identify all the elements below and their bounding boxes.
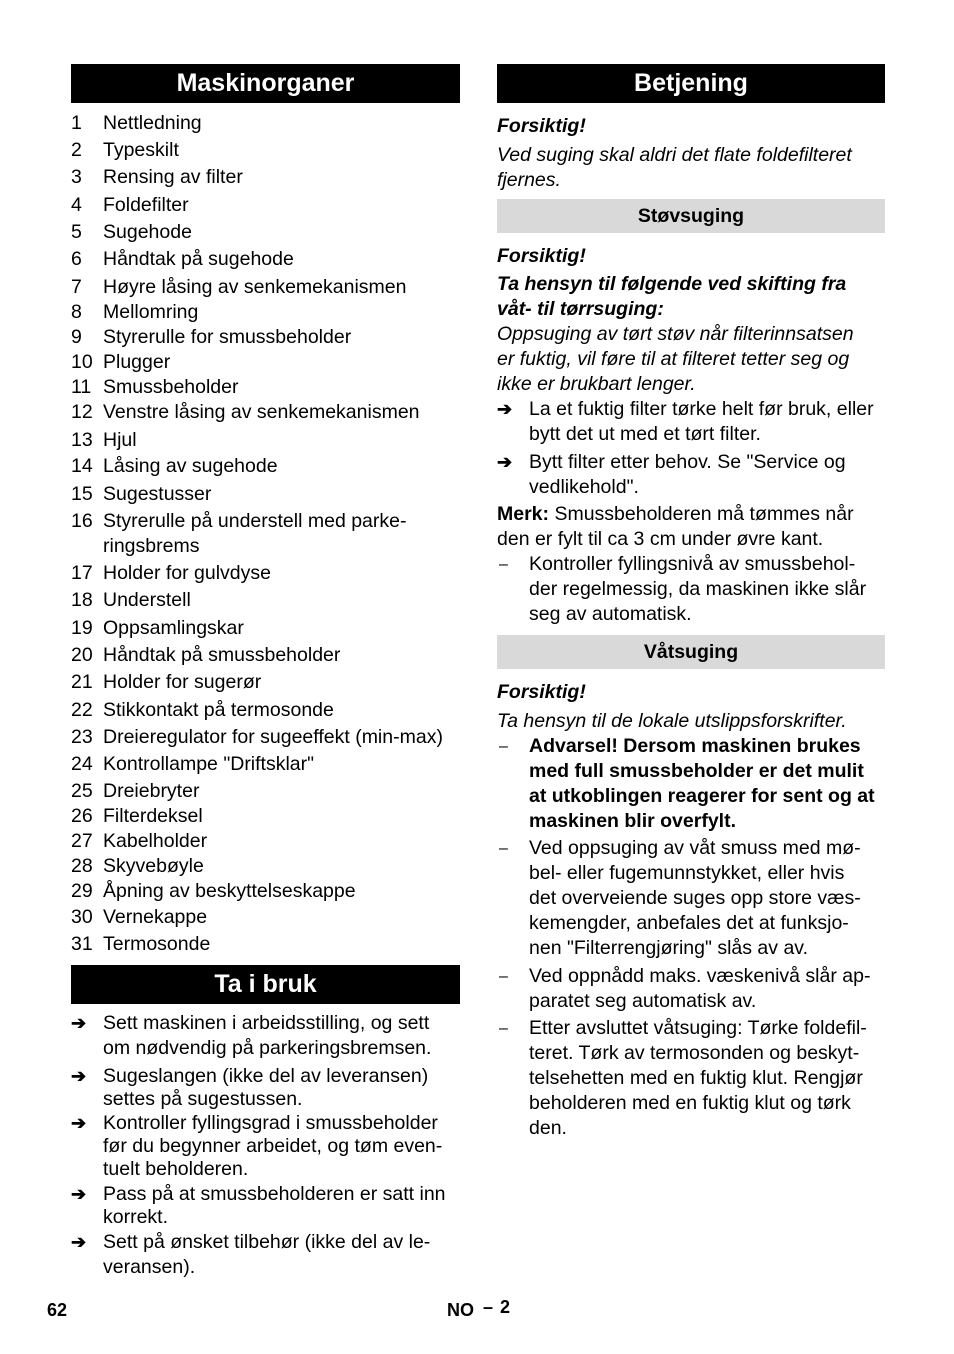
list-item-label: Oppsamlingskar — [103, 617, 244, 639]
dash-item-line: nen "Filterrengjøring" slås av av. — [529, 937, 809, 959]
caution-bold-line: Ta hensyn til følgende ved skifting fra — [497, 273, 847, 295]
subheading-vatsuging: Våtsuging — [497, 635, 885, 669]
list-item-label: Skyvebøyle — [103, 855, 204, 877]
footer-lang: NO — [447, 1300, 474, 1320]
note-label: Merk: — [497, 503, 550, 525]
list-item-number: 10 — [71, 351, 93, 373]
list-item-label: Typeskilt — [103, 139, 179, 161]
arrow-right-icon: ➔ — [497, 399, 513, 419]
list-item-label: Rensing av filter — [103, 166, 243, 188]
list-item-label: Mellomring — [103, 301, 199, 323]
list-item-label: Filterdeksel — [103, 805, 203, 827]
list-item-number: 21 — [71, 671, 93, 693]
en-dash-bullet: – — [499, 556, 508, 573]
list-item-label: Smussbeholder — [103, 376, 239, 398]
dash-item-line: kemengder, anbefales det at funksjo- — [529, 912, 849, 934]
list-item-number: 11 — [71, 376, 92, 398]
list-item-label: Termosonde — [103, 933, 211, 955]
list-item-number: 29 — [71, 880, 93, 902]
en-dash-bullet: – — [499, 840, 508, 857]
step-line: Sugeslangen (ikke del av leveransen) — [103, 1065, 429, 1087]
list-item-label: Holder for sugerør — [103, 671, 262, 693]
caution-label: Forsiktig! — [497, 681, 586, 703]
arrow-right-icon: ➔ — [71, 1232, 87, 1252]
arrow-right-icon: ➔ — [497, 452, 513, 472]
list-item-number: 9 — [71, 326, 82, 348]
list-item-label: ringsbrems — [103, 535, 200, 557]
list-item-label: Åpning av beskyttelseskappe — [103, 880, 356, 902]
list-item-label: Dreieregulator for sugeeffekt (min-max) — [103, 726, 443, 748]
list-item-label: Kabelholder — [103, 830, 208, 852]
warning-line: Advarsel! Dersom maskinen brukes — [529, 735, 861, 757]
list-item-label: Plugger — [103, 351, 171, 373]
list-item-number: 13 — [71, 429, 93, 451]
list-item-label: Understell — [103, 589, 191, 611]
list-item-number: 5 — [71, 221, 82, 243]
warning-line: med full smussbeholder er det mulit — [529, 760, 864, 782]
dash-item-line: Etter avsluttet våtsuging: Tørke foldefil- — [529, 1017, 867, 1039]
list-item-number: 3 — [71, 166, 82, 188]
list-item-label: Sugehode — [103, 221, 192, 243]
note-text: Smussbeholderen må tømmes når — [549, 503, 854, 525]
list-item-number: 14 — [71, 455, 93, 477]
list-item-number: 31 — [71, 933, 93, 955]
list-item-number: 2 — [71, 139, 82, 161]
list-item-number: 28 — [71, 855, 93, 877]
instruction-line: La et fuktig filter tørke helt før bruk, eller — [529, 398, 874, 420]
en-dash-bullet: – — [499, 738, 508, 755]
list-item-label: Hjul — [103, 429, 137, 451]
step-line: korrekt. — [103, 1206, 169, 1228]
list-item-number: 15 — [71, 483, 93, 505]
warning-line: at utkoblingen reagerer for sent og at — [529, 785, 875, 807]
caution-text-line: Ved suging skal aldri det flate foldefilteret — [497, 144, 852, 166]
list-item-label: Håndtak på sugehode — [103, 248, 294, 270]
list-item-number: 18 — [71, 589, 93, 611]
arrow-right-icon: ➔ — [71, 1113, 87, 1133]
arrow-right-icon: ➔ — [71, 1013, 87, 1033]
list-item-label: Venstre låsing av senkemekanismen — [103, 401, 420, 423]
caution-text-line: er fuktig, vil føre til at filteret tetter seg og — [497, 348, 850, 370]
dash-item-line: paratet seg automatisk av. — [529, 990, 757, 1012]
step-line: veransen). — [103, 1256, 196, 1278]
step-line: Pass på at smussbeholderen er satt inn — [103, 1183, 446, 1205]
list-item-label: Holder for gulvdyse — [103, 562, 271, 584]
list-item-number: 6 — [71, 248, 82, 270]
step-line: før du begynner arbeidet, og tøm even- — [103, 1135, 443, 1157]
dash-item-line: Kontroller fyllingsnivå av smussbehol- — [529, 553, 856, 575]
list-item-number: 8 — [71, 301, 82, 323]
list-item-number: 23 — [71, 726, 93, 748]
section-heading-ta-i-bruk: Ta i bruk — [71, 965, 460, 1004]
list-item-label: Foldefilter — [103, 194, 189, 216]
dash-item-line: beholderen med en fuktig klut og tørk — [529, 1092, 851, 1114]
caution-text-line: Oppsuging av tørt støv når filterinnsatsen — [497, 323, 854, 345]
dash-item-line: bel- eller fugemunnstykket, eller hvis — [529, 862, 845, 884]
dash-item-line: teret. Tørk av termosonden og beskyt- — [529, 1042, 860, 1064]
list-item-number: 1 — [71, 112, 82, 134]
step-line: tuelt beholderen. — [103, 1158, 249, 1180]
caution-label: Forsiktig! — [497, 245, 586, 267]
dash-item-line: Ved oppnådd maks. væskenivå slår ap- — [529, 965, 871, 987]
list-item-number: 20 — [71, 644, 93, 666]
note-line — [497, 502, 854, 527]
list-item-number: 25 — [71, 780, 93, 802]
list-item-label: Stikkontakt på termosonde — [103, 699, 334, 721]
warning-line: maskinen blir overfylt. — [529, 810, 736, 832]
en-dash-bullet: – — [499, 1020, 508, 1037]
list-item-label: Dreiebryter — [103, 780, 200, 802]
list-item-number: 27 — [71, 830, 93, 852]
caution-text-line: Ta hensyn til de lokale utslippsforskrifter. — [497, 710, 847, 732]
arrow-right-icon: ➔ — [71, 1066, 87, 1086]
step-line: Kontroller fyllingsgrad i smussbeholder — [103, 1112, 438, 1134]
step-line: om nødvendig på parkeringsbremsen. — [103, 1037, 432, 1059]
dash-item-line: den. — [529, 1117, 567, 1139]
en-dash-bullet: – — [499, 968, 508, 985]
step-line: Sett på ønsket tilbehør (ikke del av le- — [103, 1231, 431, 1253]
page-number: 62 — [47, 1300, 68, 1320]
list-item-label: Nettledning — [103, 112, 202, 134]
section-heading-betjening: Betjening — [497, 64, 885, 103]
instruction-line: Bytt filter etter behov. Se "Service og — [529, 451, 846, 473]
section-heading-maskinorganer: Maskinorganer — [71, 64, 460, 103]
list-item-number: 16 — [71, 510, 93, 532]
list-item-label: Styrerulle for smussbeholder — [103, 326, 352, 348]
step-line: Sett maskinen i arbeidsstilling, og sett — [103, 1012, 430, 1034]
caution-label: Forsiktig! — [497, 115, 586, 137]
instruction-line: bytt det ut med et tørt filter. — [529, 423, 761, 445]
caution-text-line: ikke er brukbart lenger. — [497, 373, 696, 395]
step-line: settes på sugestussen. — [103, 1088, 303, 1110]
footer-sep: – — [483, 1297, 494, 1317]
instruction-line: vedlikehold". — [529, 476, 639, 498]
list-item-label: Kontrollampe "Driftsklar" — [103, 753, 315, 775]
list-item-number: 26 — [71, 805, 93, 827]
list-item-label: Sugestusser — [103, 483, 212, 505]
caution-text-line: fjernes. — [497, 169, 561, 191]
list-item-number: 4 — [71, 194, 82, 216]
list-item-label: Vernekappe — [103, 906, 208, 928]
dash-item-line: der regelmessig, da maskinen ikke slår — [529, 578, 867, 600]
list-item-label: Låsing av sugehode — [103, 455, 278, 477]
arrow-right-icon: ➔ — [71, 1184, 87, 1204]
subheading-stovsuging: Støvsuging — [497, 199, 885, 233]
list-item-label: Håndtak på smussbeholder — [103, 644, 341, 666]
list-item-number: 17 — [71, 562, 93, 584]
list-item-number: 22 — [71, 699, 93, 721]
list-item-number: 12 — [71, 401, 93, 423]
list-item-label: Styrerulle på understell med parke- — [103, 510, 407, 532]
caution-bold-line: våt- til tørrsuging: — [497, 298, 664, 320]
dash-item-line: det overveiende suges opp store væs- — [529, 887, 861, 909]
note-line: den er fylt til ca 3 cm under øvre kant. — [497, 528, 824, 550]
dash-item-line: telsehetten med en fuktig klut. Rengjør — [529, 1067, 863, 1089]
footer-section-number: 2 — [500, 1297, 511, 1317]
list-item-number: 19 — [71, 617, 93, 639]
dash-item-line: seg av automatisk. — [529, 603, 692, 625]
list-item-number: 24 — [71, 753, 93, 775]
list-item-number: 30 — [71, 906, 93, 928]
list-item-label: Høyre låsing av senkemekanismen — [103, 276, 407, 298]
list-item-number: 7 — [71, 276, 82, 298]
dash-item-line: Ved oppsuging av våt smuss med mø- — [529, 837, 861, 859]
